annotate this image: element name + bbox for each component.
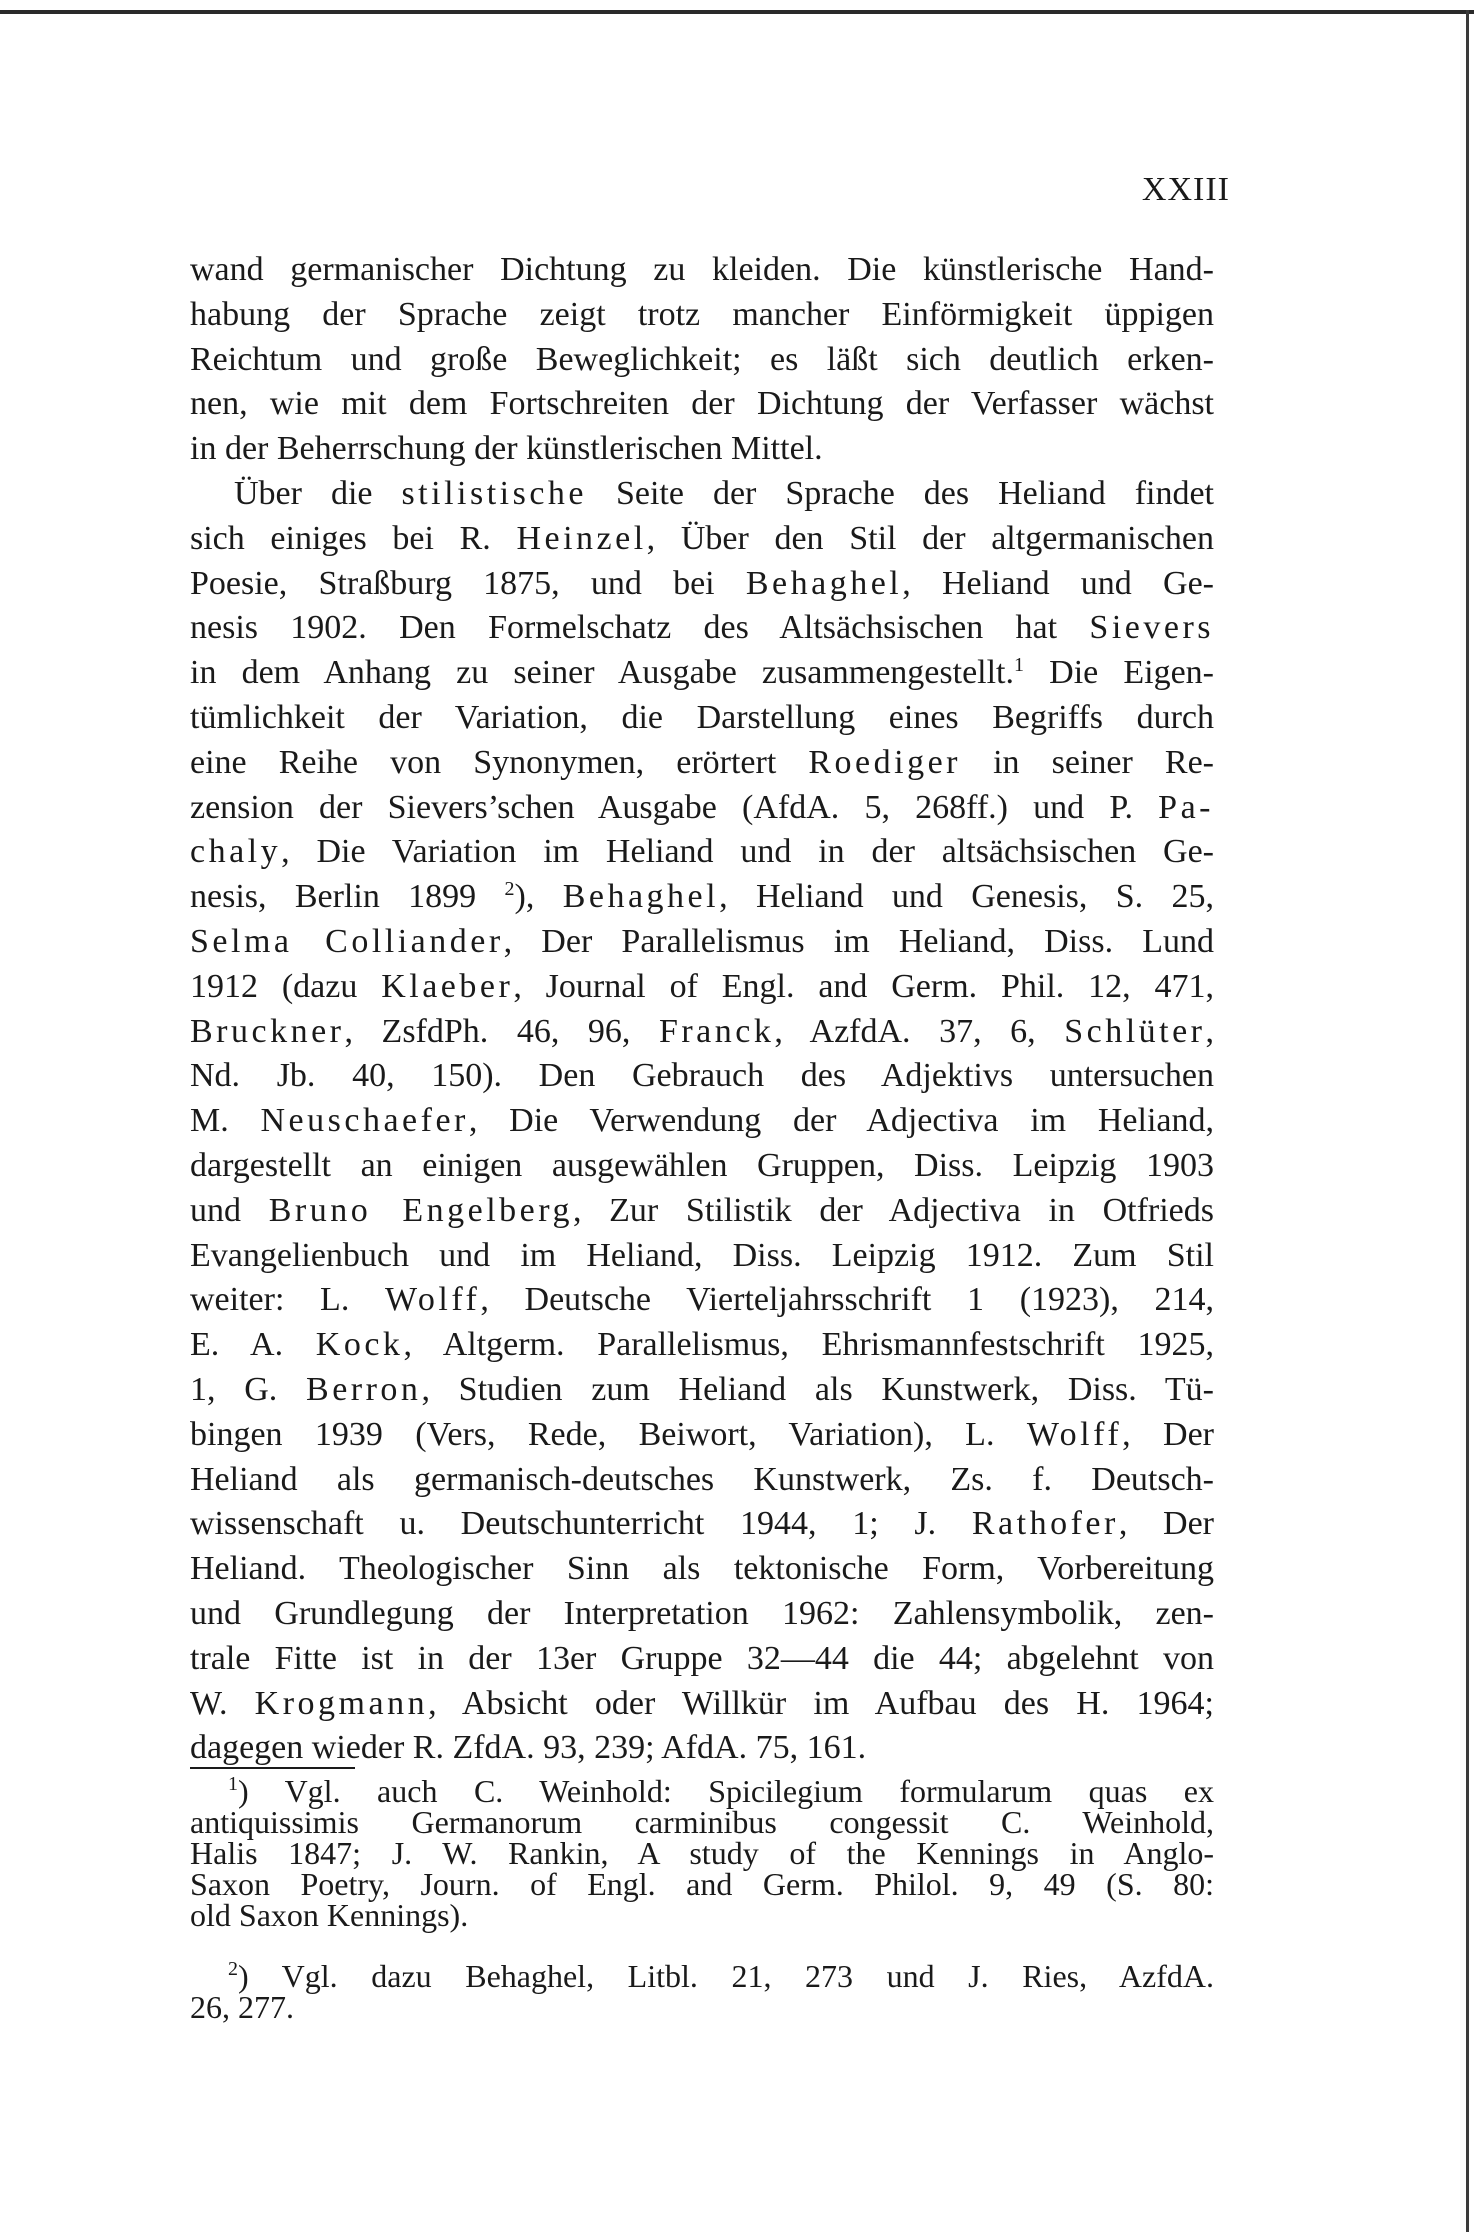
paragraph-2 [190,472,1214,1771]
text-line: dargestellt an einigen ausgewählen Gruppen, Diss. Leipzig 1903 [190,1146,1214,1184]
text-line: Über die stilistische Seite der Sprache des Heliand findet [234,474,1214,512]
page-number: XXIII [1141,171,1230,208]
spaced-name: Bruno Engelberg [268,1191,573,1229]
text-line: und Bruno Engelberg, Zur Stilistik der Adjectiva in Otfrieds [190,1191,1214,1229]
text-line: zension der Sievers’schen Ausgabe (AfdA. 5, 268ff.) und P. Pa- [190,788,1214,826]
text-line: 1912 (dazu Klaeber, Journal of Engl. and Germ. Phil. 12, 471, [190,967,1214,1005]
footnote-marker: 2 [504,878,515,901]
spaced-name: Selma Colliander [190,922,504,960]
spaced-name: Schlüter [1064,1012,1206,1050]
text-line: Poesie, Straßburg 1875, und bei Behaghel, Heliand und Ge- [190,564,1214,602]
spaced-name: Behaghel [562,878,720,916]
text-line: eine Reihe von Synonymen, erörtert Roediger in seiner Re- [190,743,1215,781]
text-line: nesis 1902. Den Formelschatz des Altsächsischen hat Sievers [190,609,1214,647]
text-line: Bruckner, ZsfdPh. 46, 96, Franck, AzfdA. 37, 6, Schlüter, [190,1012,1214,1050]
text-line: M. Neuschaefer, Die Verwendung der Adjectiva im Heliand, [190,1102,1214,1140]
footnote-line: $^1$) Vgl. auch C. Weinhold: Spicilegium formularum quas ex [228,1773,1214,1809]
main-text [190,248,1214,1771]
footnote-line: old Saxon Kennings). [190,1897,469,1933]
text-line: und Grundlegung der Interpretation 1962: Zahlensymbolik, zen- [190,1594,1214,1632]
spaced-name: Heinzel [516,519,647,557]
footnote-gap [190,1931,1214,1961]
spaced-name: Klaeber [381,967,514,1005]
text-line: in dem Anhang zu seiner Ausgabe zusammengestellt.$^1$ Die Eigen- [190,654,1214,692]
text-line: Selma Colliander, Der Parallelismus im Heliand, Diss. Lund [190,922,1214,960]
footnote-line: $^2$) Vgl. dazu Behaghel, Litbl. 21, 273 und J. Ries, AzfdA. [228,1958,1214,1994]
spaced-name: Franck [658,1012,775,1050]
text-line: chaly, Die Variation im Heliand und in der altsächsischen Ge- [190,833,1214,871]
spaced-name: chaly [190,833,282,871]
spaced-name: Sievers [1089,609,1214,647]
footnote-separator [190,1767,355,1769]
text-line: tümlichkeit der Variation, die Darstellung eines Begriffs durch [190,698,1214,736]
text-line: nesis, Berlin 1899 $^2$), Behaghel, Heliand und Genesis, S. 25, [190,878,1214,916]
spaced-name: Roediger [808,743,962,781]
footnote-2 [190,1958,1214,2025]
paragraph-1 [190,248,1214,472]
spaced-name: Bruckner [190,1012,345,1050]
spaced-name: Krogmann [254,1684,429,1722]
text-line: habung der Sprache zeigt trotz mancher Einförmigkeit üppigen [190,295,1214,333]
spaced-name: stilistische [401,474,588,512]
spaced-name: Berron [306,1370,422,1408]
spaced-name: Wolff [385,1281,481,1319]
text-line: W. Krogmann, Absicht oder Willkür im Aufbau des H. 1964; [190,1684,1214,1722]
text-line: E. A. Kock, Altgerm. Parallelismus, Ehrismannfestschrift 1925, [190,1326,1214,1364]
text-line: Heliand als germanisch-deutsches Kunstwerk, Zs. f. Deutsch- [190,1460,1214,1498]
text-line: trale Fitte ist in der 13er Gruppe 32—44 die 44; abgelehnt von [190,1639,1214,1677]
text-line: dagegen wieder R. ZfdA. 93, 239; AfdA. 75, 161. [190,1729,867,1767]
spaced-name: Pa- [1158,788,1214,826]
footnote-line: 26, 277. [190,1989,294,2025]
text-line: Nd. Jb. 40, 150). Den Gebrauch des Adjektivs untersuchen [190,1057,1214,1095]
spaced-name: Kock [315,1326,404,1364]
text-line: Reichtum und große Beweglichkeit; es läßt sich deutlich erken- [190,340,1214,378]
footnote-marker: 1 [228,1773,238,1795]
footnote-1 [190,1773,1214,1933]
footnote-line: antiquissimis Germanorum carminibus congessit C. Weinhold, [190,1804,1214,1840]
text-line: nen, wie mit dem Fortschreiten der Dichtung der Verfasser wächst [190,385,1214,423]
text-line: wand germanischer Dichtung zu kleiden. Die künstlerische Hand- [190,251,1214,288]
footnote-line: Halis 1847; J. W. Rankin, A study of the Kennings in Anglo- [190,1835,1214,1871]
right-border-rule [1466,10,1469,2232]
footnotes [190,1773,1214,2025]
text-line: sich einiges bei R. Heinzel, Über den Stil der altgermanischen [190,519,1214,557]
footnote-marker: 1 [1014,654,1025,677]
footnote-line: Saxon Poetry, Journ. of Engl. and Germ. Philol. 9, 49 (S. 80: [190,1866,1214,1902]
text-line: in der Beherrschung der künstlerischen Mittel. [190,430,823,468]
spaced-name: Wolff [1026,1415,1123,1453]
top-border-rule [0,10,1474,14]
text-line: 1, G. Berron, Studien zum Heliand als Kunstwerk, Diss. Tü- [190,1370,1214,1408]
text-line: bingen 1939 (Vers, Rede, Beiwort, Variation), L. Wolff, Der [190,1415,1214,1453]
text-line: wissenschaft u. Deutschunterricht 1944, 1; J. Rathofer, Der [190,1505,1215,1543]
spaced-name: Behaghel [745,564,903,602]
spaced-name: Neuschaefer [260,1102,469,1140]
footnote-marker: 2 [228,1958,238,1980]
text-line: Evangelienbuch und im Heliand, Diss. Leipzig 1912. Zum Stil [190,1236,1214,1274]
text-line: Heliand. Theologischer Sinn als tektonische Form, Vorbereitung [190,1550,1214,1588]
text-line: weiter: L. Wolff, Deutsche Vierteljahrsschrift 1 (1923), 214, [190,1281,1215,1319]
spaced-name: Rathofer [971,1505,1119,1543]
